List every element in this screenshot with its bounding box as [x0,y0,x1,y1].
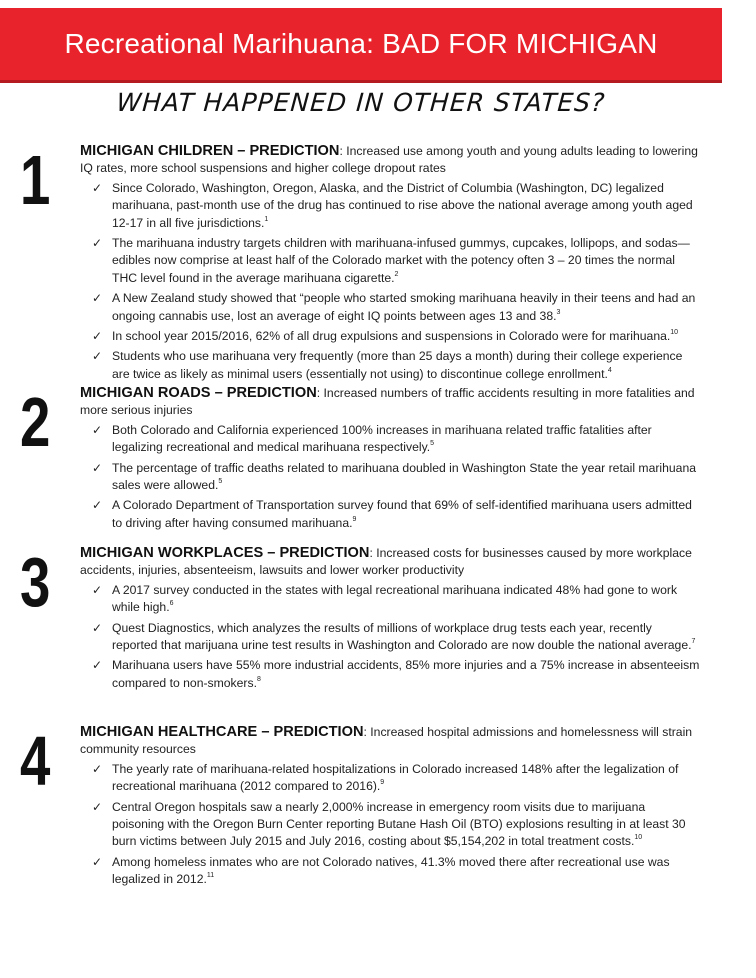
item-text: Quest Diagnostics, which analyzes the results of millions of workplace drug tests each year, recently reported that marijuana urine test results in Washington and Colorado are now double the national average. [112,620,692,653]
footnote-ref: 9 [380,779,385,787]
item-text: The marihuana industry targets children with marihuana-infused gummys, cupcakes, lollipops, and sodas—edibles now comprise at least half of the Colorado market with the potency often 3 – 20 times the normal THC level found in the average marihuana cigarette. [112,236,690,285]
check-mark-icon: ✓ [92,329,103,344]
check-mark-icon: ✓ [92,620,103,635]
item-text: A 2017 survey conducted in the states with legal recreational marihuana indicated 48% had gone to work while high. [112,582,678,615]
check-mark-icon: ✓ [92,498,103,513]
section-heading: MICHIGAN CHILDREN – PREDICTION [80,143,340,159]
section-healthcare [20,724,700,892]
item-text: Central Oregon hospitals saw a nearly 2,000% increase in emergency room visits due to marijuana poisoning with the Oregon Burn Center reporting Butane Hash Oil (BTO) explosions resulting in at least 30 burn victims between July 2015 and July 2016, costing about $5,154,202 in total treatment costs. [112,799,686,849]
item-text: Both Colorado and California experienced 100% increases in marihuana related traffic fatalities after legalizing recreational and medical marihuana respectively. [112,422,652,455]
item-text: A Colorado Department of Transportation survey found that 69% of self-identified marihuana users admitted to driving after having consumed marihuana. [112,498,692,530]
footnote-ref: 10 [634,834,643,842]
footnote-ref: 9 [352,515,357,523]
title-banner [0,8,722,83]
footnote-ref: 11 [206,872,215,880]
footnote-ref: 5 [430,440,435,448]
list-item [92,290,700,325]
check-mark-icon: ✓ [92,854,103,869]
list-item [92,854,700,889]
section-heading: MICHIGAN WORKPLACES – PREDICTION [80,545,370,561]
section-children [20,143,700,386]
check-mark-icon: ✓ [92,291,103,306]
section-body [80,143,700,383]
section-heading: MICHIGAN ROADS – PREDICTION [80,385,317,401]
list-item [92,497,700,532]
section-number: 2 [20,383,51,461]
footnote-ref: 4 [607,366,612,374]
footnote-ref: 1 [264,215,269,223]
check-mark-icon: ✓ [92,460,103,475]
section-heading: MICHIGAN HEALTHCARE – PREDICTION [80,724,364,740]
list-item [92,348,700,383]
list-item [92,328,700,345]
section-body [80,724,700,889]
section-number: 4 [20,722,51,800]
item-text: In school year 2015/2016, 62% of all drug expulsions and suspensions in Colorado were for marihuana. [112,329,671,344]
section-intro [80,724,700,759]
check-mark-icon: ✓ [92,236,103,251]
section-roads [20,385,700,535]
list-item [92,180,700,232]
section-lead: : Increased hospital admissions and homelessness will strain community resources [80,725,693,757]
section-lead: : Increased use among youth and young adults leading to lowering IQ rates, more school suspensions and higher college dropout rates [80,144,698,176]
list-item [92,761,700,796]
section-workplaces [20,545,700,695]
section-lead: : Increased costs for businesses caused by more workplace accidents, injuries, absenteeism, lawsuits and lower worker productivity [80,546,692,578]
footnote-ref: 7 [691,637,696,645]
footnote-ref: 6 [169,600,174,608]
bullet-list [80,422,700,532]
section-number: 3 [20,543,51,621]
footnote-ref: 3 [556,308,561,316]
section-lead: : Increased numbers of traffic accidents resulting in more fatalities and more serious injuries [80,386,695,418]
item-text: Students who use marihuana very frequently (more than 25 days a month) during their college experience are twice as likely as minimal users (essentially not using) to discontinue college enrollment. [112,349,683,381]
page-title: Recreational Marihuana: BAD FOR MICHIGAN [64,28,658,59]
check-mark-icon: ✓ [92,582,103,597]
item-text: A New Zealand study showed that “people who started smoking marihuana heavily in their teens and had an ongoing cannabis use, lost an average of eight IQ points between ages 13 and 38. [112,291,696,323]
list-item [92,422,700,457]
item-text: Since Colorado, Washington, Oregon, Alaska, and the District of Columbia (Washington, DC) legalized marihuana, past-month use of the drug has continued to rise above the national average among youth aged 12-17 in all five jurisdictions. [112,180,693,230]
list-item [92,799,700,851]
bullet-list [80,180,700,383]
check-mark-icon: ✓ [92,422,103,437]
item-text: The percentage of traffic deaths related to marihuana doubled in Washington State the year retail marihuana sales were allowed. [112,460,697,493]
item-text: Marihuana users have 55% more industrial accidents, 85% more injuries and a 75% increase in absenteeism compared to non-smokers. [112,658,700,690]
check-mark-icon: ✓ [92,180,103,195]
bullet-list [80,761,700,889]
check-mark-icon: ✓ [92,349,103,364]
footnote-ref: 10 [670,329,679,336]
list-item [92,235,700,287]
page-subtitle: WHAT HAPPENED IN OTHER STATES? [115,88,607,117]
section-intro [80,143,700,178]
list-item [92,657,700,692]
check-mark-icon: ✓ [92,658,103,673]
list-item [92,620,700,655]
item-text: The yearly rate of marihuana-related hospitalizations in Colorado increased 148% after the legalization of recreational marihuana (2012 compared to 2016). [112,761,679,794]
bullet-list [80,582,700,692]
check-mark-icon: ✓ [92,799,103,814]
list-item [92,460,700,495]
section-body [80,385,700,532]
footnote-ref: 8 [256,675,261,683]
section-body [80,545,700,692]
check-mark-icon: ✓ [92,761,103,776]
list-item [92,582,700,617]
section-intro [80,545,700,580]
item-text: Among homeless inmates who are not Colorado natives, 41.3% moved there after recreational use was legalized in 2012. [112,854,670,887]
section-intro [80,385,700,420]
section-number: 1 [20,141,51,219]
footnote-ref: 5 [218,477,223,485]
footnote-ref: 2 [394,270,399,278]
